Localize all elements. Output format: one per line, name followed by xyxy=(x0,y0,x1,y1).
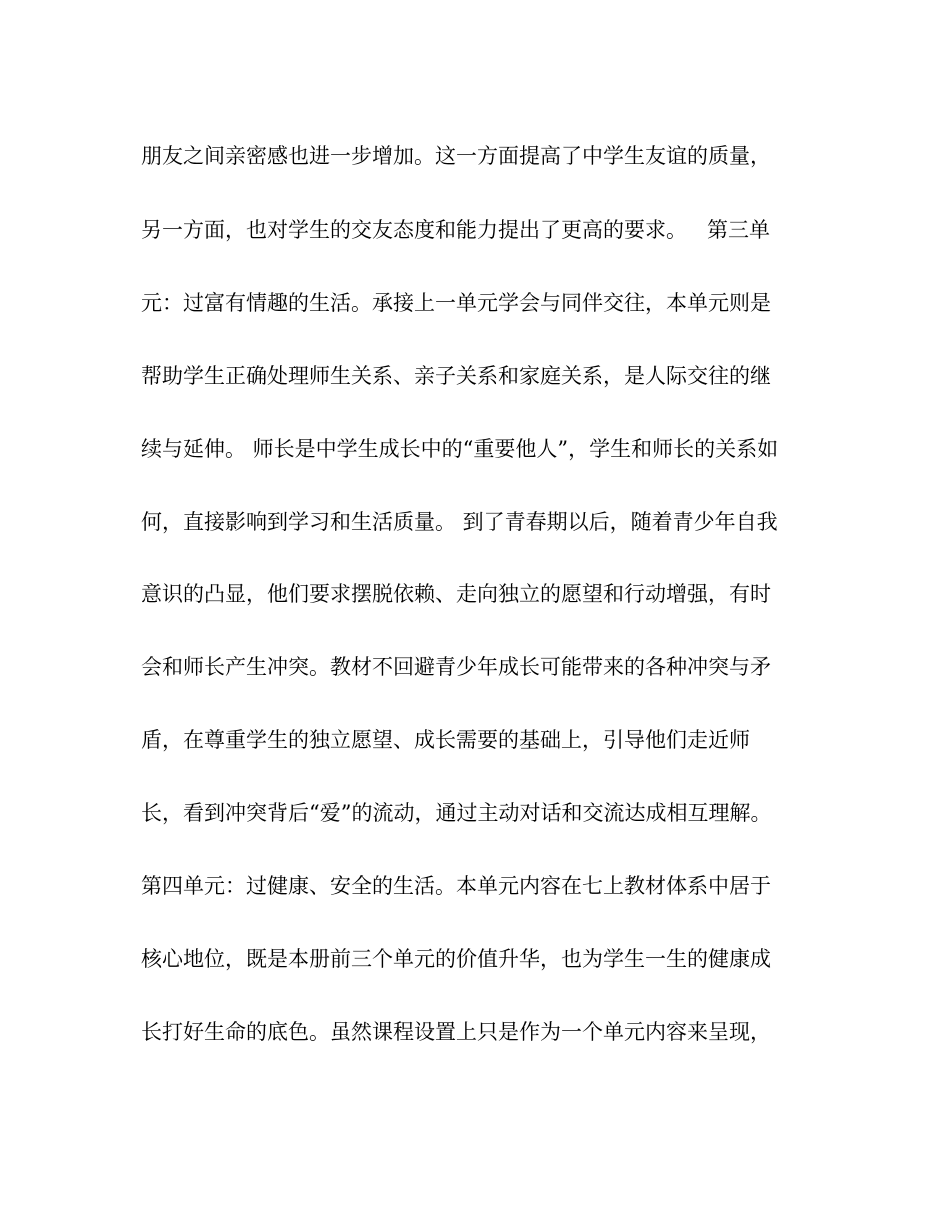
text-line: 长打好生命的底色。虽然课程设置上只是作为一个单元内容来呈现， xyxy=(141,1020,771,1044)
text-line: 续与延伸。 师长是中学生成长中的“重要他人”，学生和师长的关系如 xyxy=(141,437,779,461)
text-line: 元：过富有情趣的生活。承接上一单元学会与同伴交往，本单元则是 xyxy=(141,291,771,315)
text-line: 朋友之间亲密感也进一步增加。这一方面提高了中学生友谊的质量， xyxy=(141,144,771,168)
text-line: 核心地位，既是本册前三个单元的价值升华，也为学生一生的健康成 xyxy=(141,947,771,971)
text-line: 长，看到冲突背后“爱”的流动，通过主动对话和交流达成相互理解。 xyxy=(141,801,772,825)
text-line: 帮助学生正确处理师生关系、亲子关系和家庭关系，是人际交往的继 xyxy=(141,364,771,388)
text-line: 盾，在尊重学生的独立愿望、成长需要的基础上，引导他们走近师 xyxy=(141,728,750,752)
text-line: 会和师长产生冲突。教材不回避青少年成长可能带来的各种冲突与矛 xyxy=(141,655,771,679)
text-line: 意识的凸显，他们要求摆脱依赖、走向独立的愿望和行动增强，有时 xyxy=(141,582,771,606)
text-line: 第四单元：过健康、安全的生活。本单元内容在七上教材体系中居于 xyxy=(141,874,771,898)
text-line: 另一方面，也对学生的交友态度和能力提出了更高的要求。 第三单 xyxy=(141,218,771,242)
text-line: 何，直接影响到学习和生活质量。 到了青春期以后，随着青少年自我 xyxy=(141,510,778,534)
